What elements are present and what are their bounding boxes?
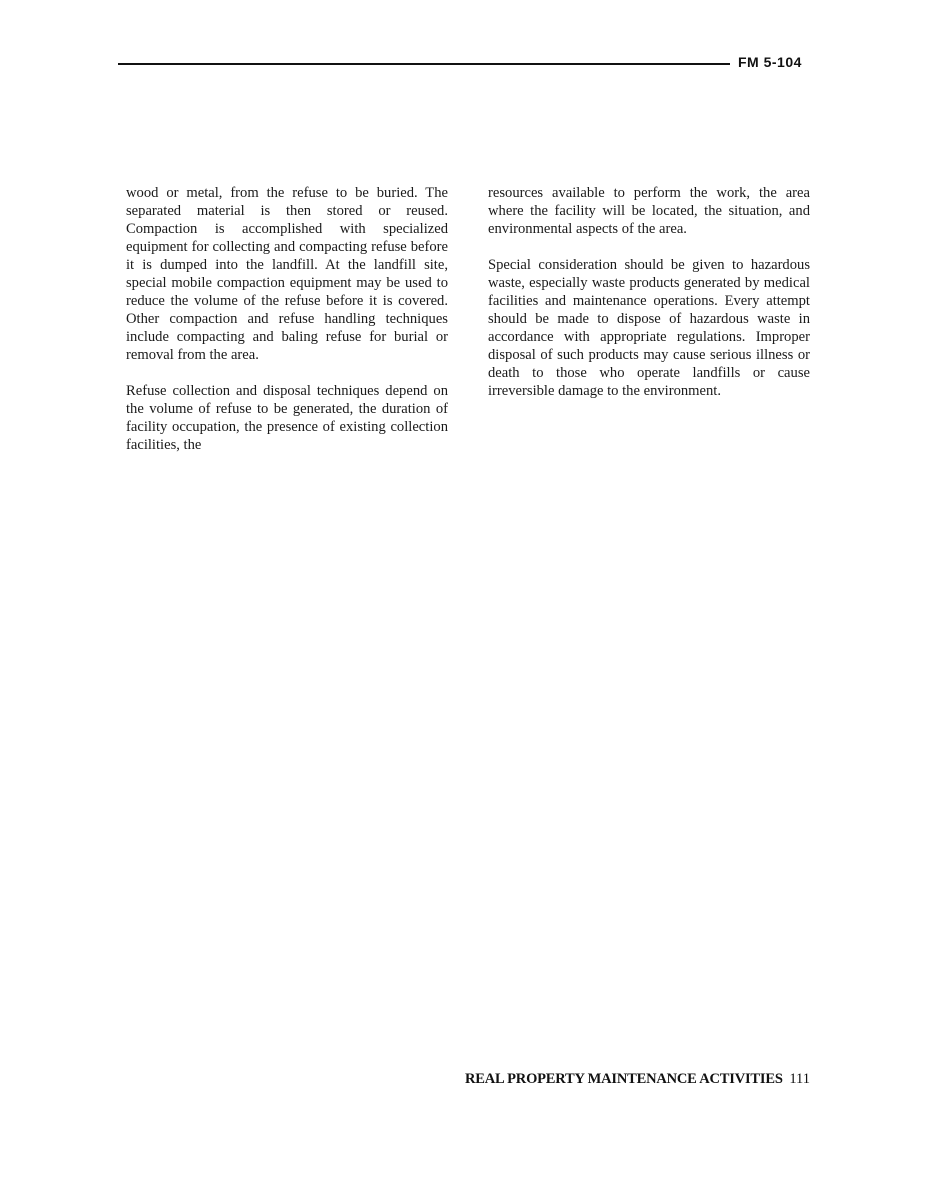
paragraph: Special consideration should be given to hazardous waste, especially waste products generated by medical facilities and maintenance operations. Every attempt should be made to dispose of hazardous waste in accordance with appropriate regulations. Improper disposal of such products may cause serious illness or death to those who operate landfills or cause irreversible damage to the environment. bbox=[488, 257, 810, 399]
paragraph: resources available to perform the work, the area where the facility will be located, the situation, and environmental aspects of the area. bbox=[488, 185, 810, 237]
paragraph: Refuse collection and disposal techniques depend on the volume of refuse to be generated, the duration of facility occupation, the presence of existing collection facilities, the bbox=[126, 383, 448, 453]
header-rule bbox=[118, 63, 730, 65]
page-footer bbox=[465, 1071, 810, 1088]
page-number: 111 bbox=[789, 1071, 810, 1087]
paragraph: wood or metal, from the refuse to be buried. The separated material is then stored or reused. Compaction is accomplished with specialized equipment for collecting and compacting refuse before it is dumped into the landfill. At the landfill site, special mobile compaction equipment may be used to reduce the volume of the refuse before it is covered. Other compaction and refuse handling techniques include compacting and baling refuse for burial or removal from the area. bbox=[126, 185, 448, 363]
document-id: FM 5-104 bbox=[738, 54, 802, 70]
left-column bbox=[126, 184, 448, 472]
footer-section-title: REAL PROPERTY MAINTENANCE ACTIVITIES bbox=[465, 1071, 783, 1087]
right-column bbox=[488, 184, 810, 418]
